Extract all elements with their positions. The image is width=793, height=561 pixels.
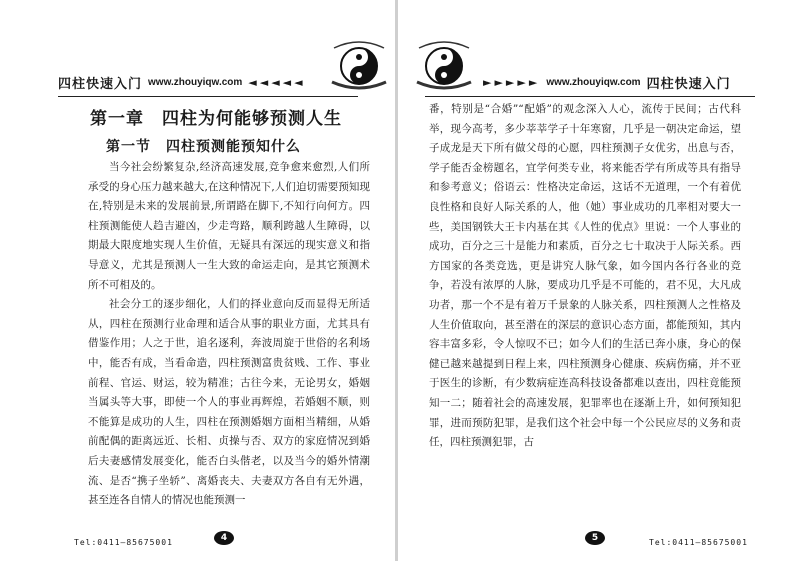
chapter-title: 第一章 四柱为何能够预测人生 [90,109,342,129]
paragraph: 番，特别是“合婚”“配婚”的观念深入人心，流传于民间；古代科举，现今高考，多少莘莘学子十年寒窗，几乎是一朝决定命运，望子成龙是天下所有做父母的心愿，四柱预测子女优劣，出息与否，学子能否金榜题名，宜学何类专业，将来能否学有所成等具有指导和参考意义；俗语云：性格决定命运，这话不无道理，一个有着优良性格和良好人际关系的人，他（她）事业成功的几率相对要大一些，美国钢铁大王卡内基在其《人性的优点》里说：一个人事业的成功，百分之三十是能力和素质，百分之七十取决于人际关系。西方国家的各类竞选，更是讲究人脉气象，如今国内各行各业的竞争，若没有浓厚的人脉，要成功几乎是不可能的，君不见，大凡成功者，那一个不是有着万千景象的人脉关系，四柱预测人之性格及人生价值取向，甚至潜在的深层的意识心态方面，都能预知，其内容丰富多彩，令人惊叹不已；如今人们的生活已奔小康，身心的保健已越来越提到日程上来，四柱预测身心健康、疾病伤痛，并不亚于医生的诊断，有少数病症连高科技设备都难以查出，四柱竟能预知一二；随着社会的高速发展，犯罪率也在逐渐上升，如何预知犯罪，进而预防犯罪，是我们这个社会中每一个公民应尽的义务和责任，四柱预测犯罪，古 [429,103,741,449]
arrow-ornament: ►►►►► [483,75,541,89]
page-number-badge: 4 [214,531,234,545]
right-body-text [429,100,741,453]
header-rule [58,96,358,97]
right-header [483,70,731,94]
footer-phone: Tel:0411—85675001 [649,538,748,547]
left-page [0,0,396,561]
yin-yang-logo-icon [413,34,475,92]
site-url: www.zhouyiqw.com [546,76,641,88]
right-page [397,0,793,561]
left-header [58,70,306,94]
site-url: www.zhouyiqw.com [148,76,243,88]
book-brand: 四柱快速入门 [646,76,731,92]
yin-yang-logo-icon [328,34,390,92]
paragraph: 当今社会纷繁复杂,经济高速发展,竞争愈来愈烈,人们所承受的身心压力越来越大,在这种情况下,人们迫切需要预知现在,特别是未来的发展前景,所谓路在脚下,不知行向何方。四柱预测能使人趋吉避凶，少走弯路，顺利跨越人生障碍，以期最大限度地实现人生价值，无疑具有深远的现实意义和指导意义，尤其是预测人一生大致的命运走向，是其它预测术所不可相及的。 [88,161,370,291]
page-number-badge: 5 [585,531,605,545]
header-rule [425,96,755,97]
paragraph: 社会分工的逐步细化，人们的择业意向反而显得无所适从，四柱在预测行业命理和适合从事的职业方面，尤其具有借鉴作用；人之于世，追名逐利，奔波周旋于世俗的名利场中，能否有成，当看命造，四柱预测富贵贫贱、工作、事业前程、官运、财运，较为精准；古往今来，无论男女，婚姻当属头等大事，即使一个人的事业再辉煌，若婚姻不顺，则不能算是成功的人生，四柱在预测婚姻方面相当精细，从婚前配偶的距离远近、长相、贞操与否、双方的家庭情况到婚后夫妻感情发展变化，能否白头偕老，以及当今的婚外情潮流、是否“携子坐轿”、离婚丧夫、夫妻双方各自有无外遇，甚至连各自情人的情况也能预测一 [88,298,370,507]
footer-phone: Tel:0411—85675001 [74,538,173,547]
book-brand: 四柱快速入门 [58,76,143,92]
arrow-ornament: ◄◄◄◄◄ [248,75,306,89]
left-body-text [88,158,370,511]
section-title: 第一节 四柱预测能预知什么 [106,139,301,155]
